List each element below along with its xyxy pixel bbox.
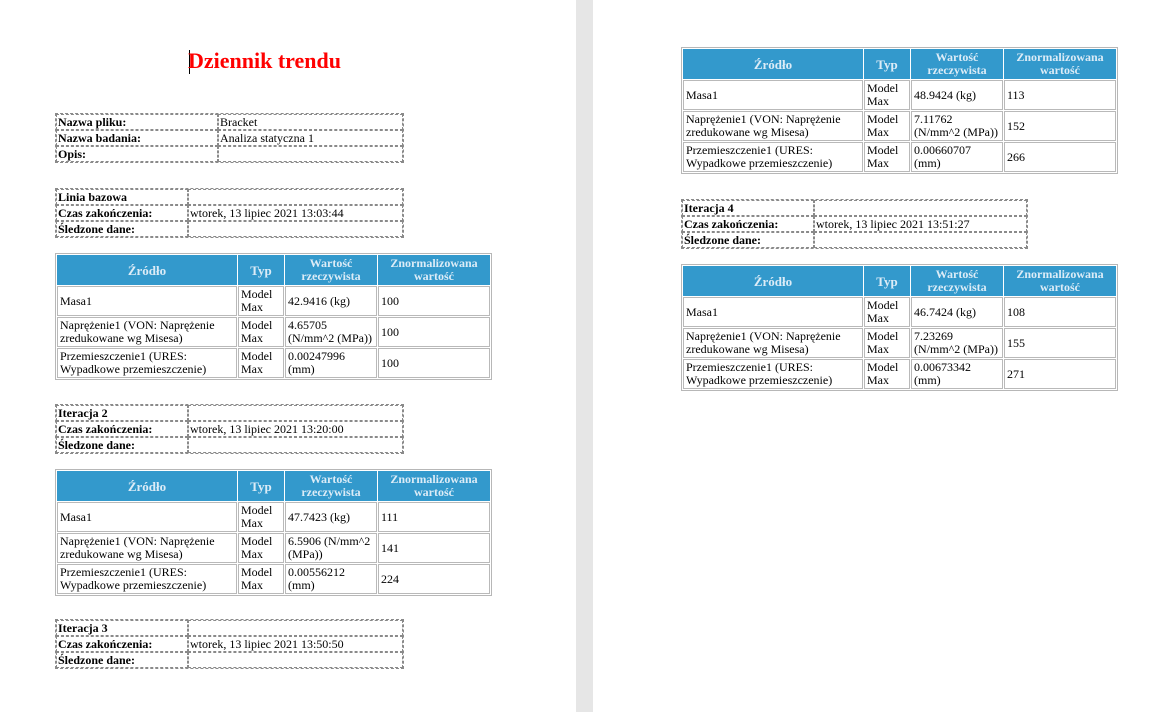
table-row [57, 348, 490, 378]
normalized-value-cell: 271 [1004, 359, 1116, 389]
normalized-value-cell: 100 [378, 286, 490, 316]
table-row [683, 328, 1116, 358]
iteration-name-label: Linia bazowa [56, 189, 188, 205]
normalized-value-cell: 224 [378, 564, 490, 594]
study-name-row [56, 130, 403, 146]
header-normalized-value: Znormalizowana wartość [378, 471, 490, 501]
type-cell: Model Max [864, 359, 910, 389]
table-row [683, 142, 1116, 172]
actual-value-cell: 46.7424 (kg) [911, 297, 1003, 327]
header-source: Źródło [57, 471, 237, 501]
tracked-data-value [814, 232, 1027, 248]
source-cell: Przemieszczenie1 (URES: Wypadkowe przemieszczenie) [57, 564, 237, 594]
actual-value-cell: 42.9416 (kg) [285, 286, 377, 316]
tracked-data-row [682, 232, 1027, 248]
iteration-name-value [188, 189, 403, 205]
source-cell: Przemieszczenie1 (URES: Wypadkowe przemieszczenie) [57, 348, 237, 378]
end-time-row [56, 205, 403, 221]
header-type: Typ [238, 255, 284, 285]
end-time-row [56, 421, 403, 437]
end-time-label: Czas zakończenia: [56, 636, 188, 652]
iteration-name-value [188, 405, 403, 421]
end-time-value: wtorek, 13 lipiec 2021 13:20:00 [188, 421, 403, 437]
source-cell: Naprężenie1 (VON: Naprężenie zredukowane wg Misesa) [57, 533, 237, 563]
tracked-data-row [56, 437, 403, 453]
actual-value-cell: 0.00556212 (mm) [285, 564, 377, 594]
end-time-label: Czas zakończenia: [56, 421, 188, 437]
source-cell: Masa1 [683, 80, 863, 110]
results-header-row [57, 255, 490, 285]
results-header-row [683, 266, 1116, 296]
normalized-value-cell: 113 [1004, 80, 1116, 110]
iteration-name-row [56, 620, 403, 636]
tracked-data-row [56, 221, 403, 237]
document-page-1 [0, 0, 576, 712]
type-cell: Model Max [238, 286, 284, 316]
iteration-name-label: Iteracja 4 [682, 200, 814, 216]
source-cell: Masa1 [683, 297, 863, 327]
description-value [218, 146, 403, 162]
type-cell: Model Max [238, 317, 284, 347]
actual-value-cell: 48.9424 (kg) [911, 80, 1003, 110]
end-time-row [56, 636, 403, 652]
end-time-value: wtorek, 13 lipiec 2021 13:51:27 [814, 216, 1027, 232]
type-cell: Model Max [864, 328, 910, 358]
tracked-data-value [188, 652, 403, 668]
iteration-info-table [681, 199, 1028, 249]
header-actual-value: Wartość rzeczywista [285, 255, 377, 285]
header-actual-value: Wartość rzeczywista [911, 266, 1003, 296]
source-cell: Naprężenie1 (VON: Naprężenie zredukowane wg Misesa) [57, 317, 237, 347]
file-name-row [56, 114, 403, 130]
header-source: Źródło [683, 266, 863, 296]
tracked-data-label: Śledzone dane: [56, 652, 188, 668]
study-name-label: Nazwa badania: [56, 130, 218, 146]
iteration-name-label: Iteracja 3 [56, 620, 188, 636]
iteration-name-row [682, 200, 1027, 216]
results-table [55, 469, 492, 596]
tracked-data-label: Śledzone dane: [682, 232, 814, 248]
header-normalized-value: Znormalizowana wartość [378, 255, 490, 285]
actual-value-cell: 4.65705 (N/mm^2 (MPa)) [285, 317, 377, 347]
table-row [57, 564, 490, 594]
results-header-row [683, 49, 1116, 79]
header-type: Typ [238, 471, 284, 501]
results-block-3-continued [681, 47, 1118, 174]
iteration-name-label: Iteracja 2 [56, 405, 188, 421]
iteration-name-row [56, 189, 403, 205]
iteration-name-row [56, 405, 403, 421]
header-source: Źródło [57, 255, 237, 285]
header-type: Typ [864, 49, 910, 79]
actual-value-cell: 7.23269 (N/mm^2 (MPa)) [911, 328, 1003, 358]
type-cell: Model Max [864, 111, 910, 141]
type-cell: Model Max [864, 80, 910, 110]
header-type: Typ [864, 266, 910, 296]
normalized-value-cell: 100 [378, 317, 490, 347]
end-time-label: Czas zakończenia: [682, 216, 814, 232]
file-name-value: Bracket [218, 114, 403, 130]
type-cell: Model Max [864, 142, 910, 172]
file-info-block [55, 113, 404, 163]
type-cell: Model Max [238, 502, 284, 532]
header-normalized-value: Znormalizowana wartość [1004, 49, 1116, 79]
normalized-value-cell: 100 [378, 348, 490, 378]
type-cell: Model Max [238, 564, 284, 594]
iteration-info-table [55, 188, 404, 238]
iteration-name-value [188, 620, 403, 636]
iteration-block-3 [55, 619, 404, 669]
iteration-info-table [55, 404, 404, 454]
end-time-value: wtorek, 13 lipiec 2021 13:03:44 [188, 205, 403, 221]
iteration-block-4 [681, 199, 1118, 391]
header-actual-value: Wartość rzeczywista [911, 49, 1003, 79]
actual-value-cell: 47.7423 (kg) [285, 502, 377, 532]
page-title: Dziennik trendu [188, 48, 342, 73]
iteration-name-value [814, 200, 1027, 216]
header-actual-value: Wartość rzeczywista [285, 471, 377, 501]
source-cell: Przemieszczenie1 (URES: Wypadkowe przemieszczenie) [683, 359, 863, 389]
tracked-data-label: Śledzone dane: [56, 221, 188, 237]
file-name-label: Nazwa pliku: [56, 114, 218, 130]
table-row [57, 317, 490, 347]
actual-value-cell: 7.11762 (N/mm^2 (MPa)) [911, 111, 1003, 141]
header-source: Źródło [683, 49, 863, 79]
source-cell: Przemieszczenie1 (URES: Wypadkowe przemieszczenie) [683, 142, 863, 172]
tracked-data-row [56, 652, 403, 668]
type-cell: Model Max [864, 297, 910, 327]
actual-value-cell: 0.00673342 (mm) [911, 359, 1003, 389]
results-table [681, 264, 1118, 391]
tracked-data-value [188, 437, 403, 453]
file-info-table [55, 113, 404, 163]
iteration-block-2 [55, 404, 492, 596]
results-header-row [57, 471, 490, 501]
normalized-value-cell: 155 [1004, 328, 1116, 358]
description-label: Opis: [56, 146, 218, 162]
source-cell: Masa1 [57, 502, 237, 532]
end-time-row [682, 216, 1027, 232]
document-page-2 [593, 0, 1158, 712]
type-cell: Model Max [238, 348, 284, 378]
table-row [57, 286, 490, 316]
table-row [683, 111, 1116, 141]
normalized-value-cell: 141 [378, 533, 490, 563]
source-cell: Masa1 [57, 286, 237, 316]
normalized-value-cell: 111 [378, 502, 490, 532]
end-time-value: wtorek, 13 lipiec 2021 13:50:50 [188, 636, 403, 652]
table-row [683, 297, 1116, 327]
header-normalized-value: Znormalizowana wartość [1004, 266, 1116, 296]
iteration-info-table [55, 619, 404, 669]
type-cell: Model Max [238, 533, 284, 563]
normalized-value-cell: 266 [1004, 142, 1116, 172]
tracked-data-label: Śledzone dane: [56, 437, 188, 453]
actual-value-cell: 6.5906 (N/mm^2 (MPa)) [285, 533, 377, 563]
table-row [683, 80, 1116, 110]
study-name-value: Analiza statyczna 1 [218, 130, 403, 146]
actual-value-cell: 0.00247996 (mm) [285, 348, 377, 378]
table-row [57, 502, 490, 532]
results-table [681, 47, 1118, 174]
tracked-data-value [188, 221, 403, 237]
table-row [683, 359, 1116, 389]
normalized-value-cell: 108 [1004, 297, 1116, 327]
normalized-value-cell: 152 [1004, 111, 1116, 141]
source-cell: Naprężenie1 (VON: Naprężenie zredukowane wg Misesa) [683, 328, 863, 358]
results-table [55, 253, 492, 380]
iteration-block-baseline [55, 188, 492, 380]
end-time-label: Czas zakończenia: [56, 205, 188, 221]
description-row [56, 146, 403, 162]
actual-value-cell: 0.00660707 (mm) [911, 142, 1003, 172]
source-cell: Naprężenie1 (VON: Naprężenie zredukowane wg Misesa) [683, 111, 863, 141]
table-row [57, 533, 490, 563]
